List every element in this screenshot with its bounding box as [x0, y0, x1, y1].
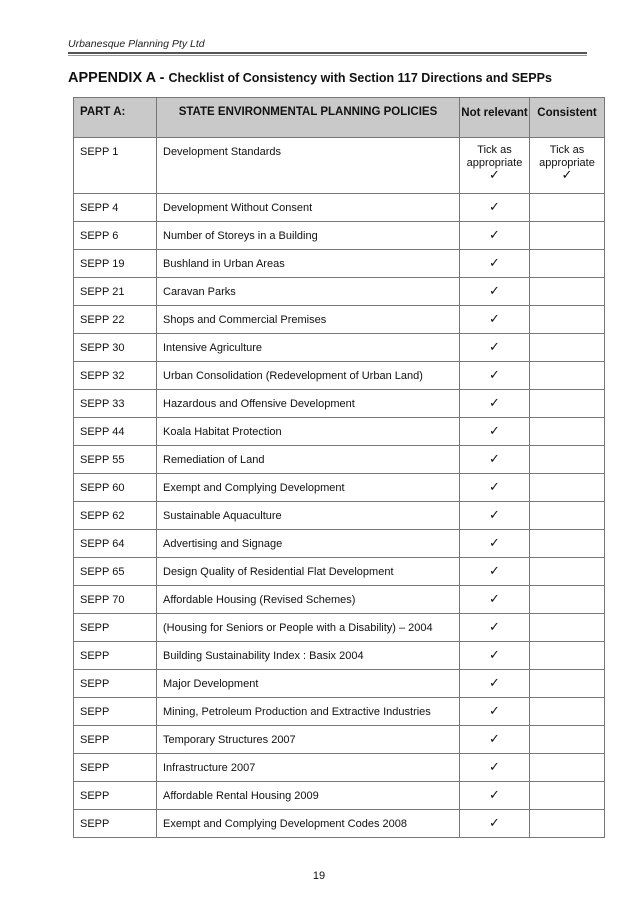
consistent-cell: [530, 530, 605, 558]
sepp-code: SEPP 4: [74, 194, 157, 222]
sepp-code: SEPP 32: [74, 362, 157, 390]
not-relevant-cell: [460, 222, 530, 250]
table-row: [74, 558, 605, 586]
sepp-name: Development Without Consent: [157, 194, 460, 222]
check-icon: ✓: [489, 620, 500, 635]
not-relevant-cell: [460, 810, 530, 838]
sepp-code: SEPP 19: [74, 250, 157, 278]
sepp-code: SEPP 44: [74, 418, 157, 446]
table-row: [74, 754, 605, 782]
sepp-code: SEPP 6: [74, 222, 157, 250]
not-relevant-cell: [460, 418, 530, 446]
not-relevant-cell: [460, 446, 530, 474]
check-icon: ✓: [489, 704, 500, 719]
consistent-cell: [530, 726, 605, 754]
table-row: [74, 530, 605, 558]
check-icon: ✓: [489, 480, 500, 495]
not-relevant-cell: [460, 250, 530, 278]
sepp-name: Mining, Petroleum Production and Extractive Industries: [157, 698, 460, 726]
check-icon: ✓: [489, 424, 500, 439]
consistent-cell: [530, 698, 605, 726]
consistent-cell: [530, 502, 605, 530]
consistent-cell: [530, 474, 605, 502]
check-icon: ✓: [489, 508, 500, 523]
not-relevant-cell: [460, 782, 530, 810]
consistent-cell: [530, 754, 605, 782]
table-row: [74, 810, 605, 838]
running-header: Urbanesque Planning Pty Ltd: [68, 38, 205, 50]
sepp-name: Infrastructure 2007: [157, 754, 460, 782]
sepp-name: Bushland in Urban Areas: [157, 250, 460, 278]
not-relevant-cell: [460, 558, 530, 586]
table-row: [74, 670, 605, 698]
table-row: [74, 278, 605, 306]
header-consistent: Consistent: [530, 98, 605, 138]
not-relevant-cell: [460, 502, 530, 530]
sepp-code: SEPP 22: [74, 306, 157, 334]
sepp-name: Remediation of Land: [157, 446, 460, 474]
sepp-name: Exempt and Complying Development: [157, 474, 460, 502]
check-icon: ✓: [489, 564, 500, 579]
sepp-code: SEPP: [74, 642, 157, 670]
sepp-code: SEPP: [74, 810, 157, 838]
check-icon: ✓: [489, 340, 500, 355]
not-relevant-cell: [460, 390, 530, 418]
sepp-name: Affordable Rental Housing 2009: [157, 782, 460, 810]
sepp-code: SEPP 70: [74, 586, 157, 614]
sepp-name: Advertising and Signage: [157, 530, 460, 558]
table-row: [74, 614, 605, 642]
check-icon: ✓: [489, 168, 500, 183]
table-row: [74, 642, 605, 670]
check-icon: ✓: [489, 256, 500, 271]
consistent-cell: [530, 222, 605, 250]
sepp-name: Intensive Agriculture: [157, 334, 460, 362]
instruction-text: Tick as appropriate: [466, 144, 523, 169]
sepp-name: (Housing for Seniors or People with a Disability) – 2004: [157, 614, 460, 642]
sepp-code: SEPP 1: [74, 138, 157, 194]
sepp-name: Temporary Structures 2007: [157, 726, 460, 754]
consistent-cell: [530, 138, 605, 194]
table-row: [74, 138, 605, 194]
not-relevant-cell: [460, 474, 530, 502]
consistent-cell: [530, 586, 605, 614]
consistent-cell: [530, 278, 605, 306]
table-row: [74, 418, 605, 446]
check-icon: ✓: [489, 536, 500, 551]
sepp-name: Exempt and Complying Development Codes 2008: [157, 810, 460, 838]
sepp-name: Sustainable Aquaculture: [157, 502, 460, 530]
table-row: [74, 474, 605, 502]
sepp-name: Shops and Commercial Premises: [157, 306, 460, 334]
not-relevant-cell: [460, 278, 530, 306]
consistent-cell: [530, 558, 605, 586]
sepp-name: Affordable Housing (Revised Schemes): [157, 586, 460, 614]
consistent-cell: [530, 670, 605, 698]
header-part: PART A:: [74, 98, 157, 138]
table-row: [74, 586, 605, 614]
sepp-name: Hazardous and Offensive Development: [157, 390, 460, 418]
check-icon: ✓: [561, 168, 573, 183]
not-relevant-cell: [460, 614, 530, 642]
consistent-cell: [530, 642, 605, 670]
table-row: [74, 390, 605, 418]
sepp-name: Major Development: [157, 670, 460, 698]
table-row: [74, 334, 605, 362]
check-icon: ✓: [489, 228, 500, 243]
table-row: [74, 222, 605, 250]
table-header-row: [74, 98, 605, 138]
sepp-code: SEPP: [74, 614, 157, 642]
sepp-name: Building Sustainability Index : Basix 2004: [157, 642, 460, 670]
consistent-cell: [530, 194, 605, 222]
table-row: [74, 726, 605, 754]
check-icon: ✓: [489, 200, 500, 215]
consistent-cell: [530, 446, 605, 474]
sepp-code: SEPP: [74, 698, 157, 726]
check-icon: ✓: [489, 676, 500, 691]
not-relevant-cell: [460, 362, 530, 390]
consistent-cell: [530, 810, 605, 838]
not-relevant-cell: [460, 306, 530, 334]
not-relevant-cell: [460, 138, 530, 194]
sepp-code: SEPP: [74, 754, 157, 782]
instruction-text: Tick as appropriate: [539, 144, 595, 169]
header-not-relevant: Not relevant: [460, 98, 530, 138]
sepp-code: SEPP 21: [74, 278, 157, 306]
page-title: [68, 69, 598, 87]
not-relevant-cell: [460, 194, 530, 222]
consistent-cell: [530, 418, 605, 446]
check-icon: ✓: [489, 312, 500, 327]
table-row: [74, 362, 605, 390]
page-number: 19: [312, 870, 326, 882]
sepp-code: SEPP 55: [74, 446, 157, 474]
sepp-name: Urban Consolidation (Redevelopment of Urban Land): [157, 362, 460, 390]
sepp-name: Koala Habitat Protection: [157, 418, 460, 446]
check-icon: ✓: [489, 452, 500, 467]
not-relevant-cell: [460, 726, 530, 754]
consistent-cell: [530, 782, 605, 810]
sepp-code: SEPP 64: [74, 530, 157, 558]
title-main: APPENDIX A -: [68, 70, 169, 86]
consistent-cell: [530, 362, 605, 390]
check-icon: ✓: [489, 648, 500, 663]
sepp-name: Caravan Parks: [157, 278, 460, 306]
table-row: [74, 194, 605, 222]
header-rule-thin: [68, 55, 587, 56]
check-icon: ✓: [489, 368, 500, 383]
check-icon: ✓: [489, 788, 500, 803]
consistent-cell: [530, 306, 605, 334]
sepp-name: Design Quality of Residential Flat Development: [157, 558, 460, 586]
sepp-checklist-table: [73, 97, 605, 838]
not-relevant-cell: [460, 754, 530, 782]
check-icon: ✓: [489, 396, 500, 411]
not-relevant-cell: [460, 642, 530, 670]
consistent-cell: [530, 334, 605, 362]
table-row: [74, 502, 605, 530]
check-icon: ✓: [489, 592, 500, 607]
not-relevant-cell: [460, 334, 530, 362]
check-icon: ✓: [489, 284, 500, 299]
table-row: [74, 306, 605, 334]
check-icon: ✓: [489, 760, 500, 775]
sepp-code: SEPP 65: [74, 558, 157, 586]
sepp-code: SEPP: [74, 782, 157, 810]
not-relevant-cell: [460, 698, 530, 726]
not-relevant-cell: [460, 670, 530, 698]
sepp-code: SEPP 62: [74, 502, 157, 530]
not-relevant-cell: [460, 530, 530, 558]
sepp-name: Development Standards: [157, 138, 460, 194]
header-rule: [68, 52, 587, 54]
consistent-cell: [530, 614, 605, 642]
sepp-code: SEPP 30: [74, 334, 157, 362]
consistent-cell: [530, 250, 605, 278]
check-icon: ✓: [489, 732, 500, 747]
check-icon: ✓: [489, 816, 500, 831]
sepp-code: SEPP: [74, 670, 157, 698]
sepp-code: SEPP: [74, 726, 157, 754]
table-row: [74, 698, 605, 726]
header-policies: STATE ENVIRONMENTAL PLANNING POLICIES: [157, 98, 460, 138]
table-row: [74, 782, 605, 810]
title-sub: Checklist of Consistency with Section 117 Directions and SEPPs: [168, 71, 552, 85]
sepp-name: Number of Storeys in a Building: [157, 222, 460, 250]
table-row: [74, 250, 605, 278]
sepp-code: SEPP 33: [74, 390, 157, 418]
sepp-code: SEPP 60: [74, 474, 157, 502]
table-row: [74, 446, 605, 474]
consistent-cell: [530, 390, 605, 418]
not-relevant-cell: [460, 586, 530, 614]
